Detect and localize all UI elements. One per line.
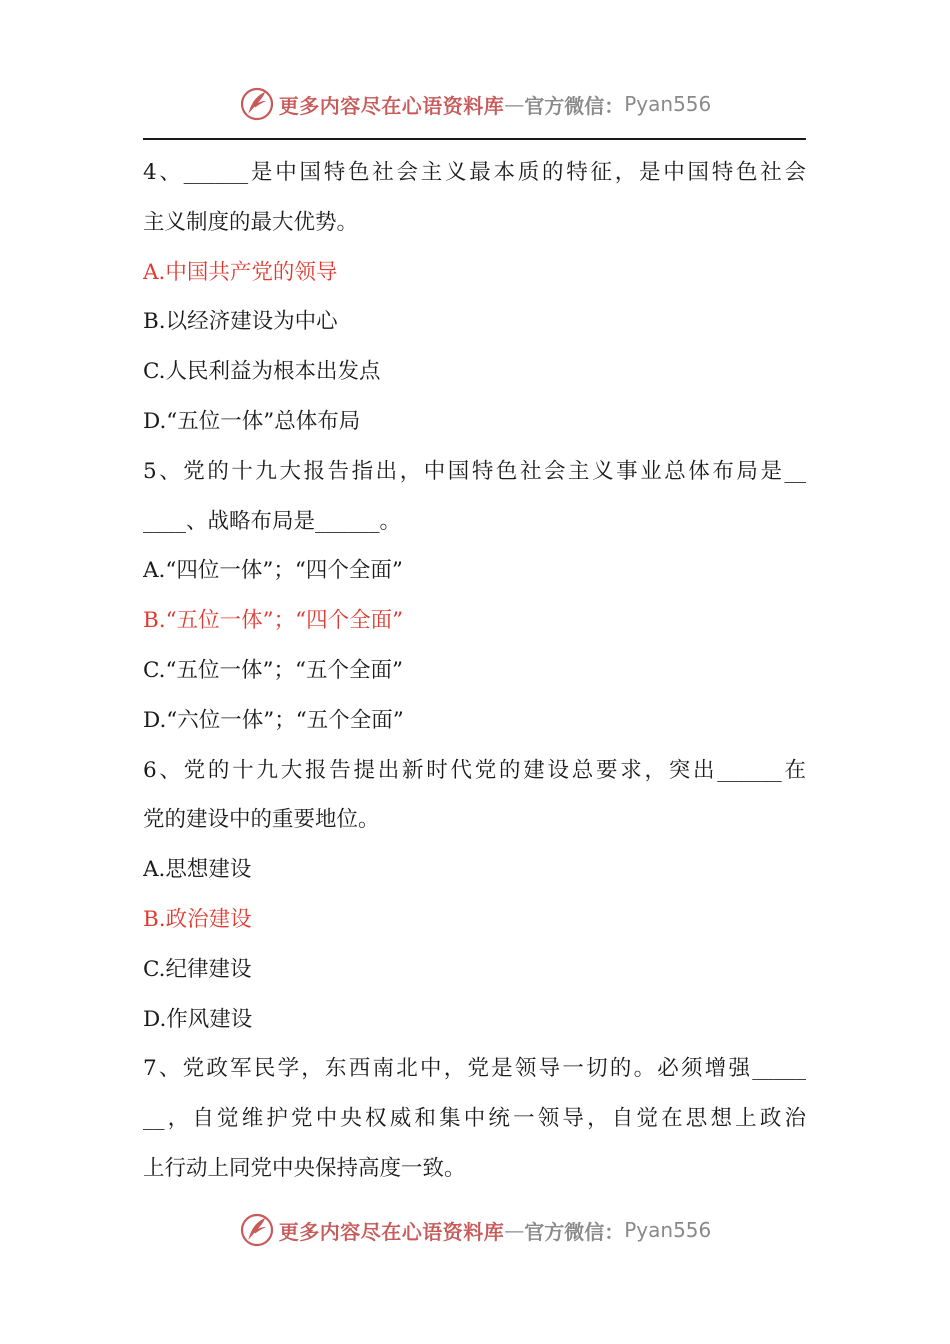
banner-separator: — — [504, 1218, 525, 1242]
feather-pen-logo-icon — [239, 86, 275, 122]
text-line: D.“六位一体”；“五个全面” — [143, 707, 404, 733]
text-line: 6、党的十九大报告提出新时代党的建设总要求，突出______在 — [143, 757, 806, 783]
wechat-label: 官方微信： — [524, 1219, 625, 1244]
text-line: 主义制度的最大优势。 — [143, 209, 359, 235]
text-line: ____、战略布局是______。 — [143, 508, 402, 534]
text-line: 4、______是中国特色社会主义最本质的特征，是中国特色社会 — [143, 160, 806, 185]
text-line: A.思想建设 — [143, 857, 252, 883]
text-line: __，自觉维护党中央权威和集中统一领导，自觉在思想上政治 — [143, 1106, 806, 1132]
question-body — [143, 148, 806, 1194]
text-line: D.作风建设 — [143, 1006, 253, 1032]
text-line: 上行动上同党中央保持高度一致。 — [143, 1155, 466, 1181]
banner-separator: — — [504, 92, 525, 116]
text-line: C.“五位一体”；“五个全面” — [143, 657, 403, 683]
correct-answer-line: B.政治建设 — [143, 906, 252, 932]
text-line: 党的建设中的重要地位。 — [143, 807, 380, 833]
text-line: 5、党的十九大报告指出，中国特色社会主义事业总体布局是__ — [143, 458, 806, 484]
text-line: B.以经济建设为中心 — [143, 309, 338, 335]
correct-answer-line: B.“五位一体”；“四个全面” — [143, 608, 404, 634]
wechat-id: Pyan556 — [624, 1218, 712, 1242]
feather-pen-logo-icon — [239, 1212, 275, 1248]
text-line: D.“五位一体”总体布局 — [143, 408, 361, 434]
footer-banner — [0, 1210, 950, 1250]
text-line: C.人民利益为根本出发点 — [143, 359, 381, 385]
brand-text: 更多内容尽在心语资料库 — [278, 93, 505, 118]
header-banner — [0, 84, 950, 124]
wechat-id: Pyan556 — [624, 92, 712, 116]
text-line: C.纪律建设 — [143, 956, 252, 982]
brand-text: 更多内容尽在心语资料库 — [278, 1219, 505, 1244]
text-line: A.“四位一体”；“四个全面” — [143, 558, 403, 584]
wechat-label: 官方微信： — [524, 93, 625, 118]
header-rule — [143, 138, 806, 140]
text-line: 7、党政军民学，东西南北中，党是领导一切的。必须增强_____ — [143, 1056, 806, 1082]
correct-answer-line: A.中国共产党的领导 — [143, 259, 338, 285]
